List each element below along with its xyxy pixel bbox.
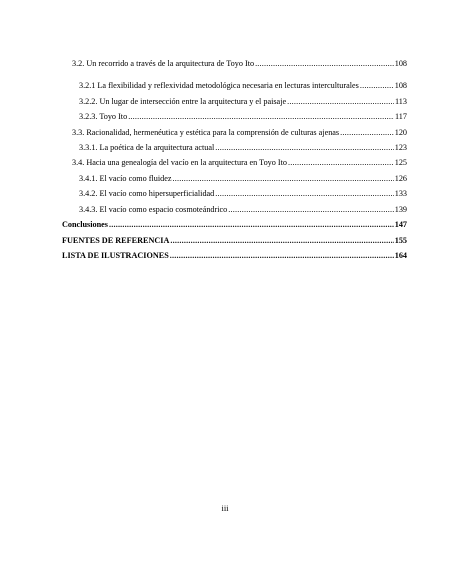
toc-entry[interactable] xyxy=(62,249,407,261)
toc-entry-label: 3.4.1. El vacío como fluidez xyxy=(79,174,172,183)
dot-leader xyxy=(360,81,394,91)
dot-leader xyxy=(173,174,394,184)
toc-entry-label: 3.4.3. El vacío como espacio cosmoteándrico xyxy=(79,205,228,214)
toc-entry[interactable] xyxy=(72,156,407,168)
toc-entry[interactable] xyxy=(79,110,407,122)
toc-entry-label: 3.2. Un recorrido a través de la arquitectura de Toyo Ito xyxy=(72,59,255,68)
dot-leader xyxy=(288,158,394,168)
dot-leader xyxy=(170,236,393,246)
toc-entry[interactable] xyxy=(79,95,407,107)
toc-entry-label: 3.2.2. Un lugar de intersección entre la arquitectura y el paisaje xyxy=(79,97,287,106)
toc-entry-page: 123 xyxy=(394,143,407,152)
dot-leader xyxy=(287,97,394,107)
toc-entry[interactable] xyxy=(62,234,407,246)
toc-entry-page: 125 xyxy=(394,158,407,167)
toc-entry-label: Conclusiones xyxy=(62,220,108,229)
toc-entry-page: 155 xyxy=(394,236,407,245)
toc-entry[interactable] xyxy=(79,141,407,153)
toc-entry-page: 126 xyxy=(394,174,407,183)
toc-entry-page: 147 xyxy=(394,220,407,229)
toc-entry-page: 120 xyxy=(394,128,407,137)
page-number: iii xyxy=(221,503,229,513)
dot-leader xyxy=(255,59,394,69)
toc-entry-page: 164 xyxy=(394,251,407,260)
toc-entry-label: FUENTES DE REFERENCIA xyxy=(62,236,170,245)
toc-entry[interactable] xyxy=(72,57,407,69)
toc-entry-label: 3.2.3. Toyo Ito xyxy=(79,112,128,121)
toc-entry[interactable] xyxy=(79,79,407,91)
dot-leader xyxy=(215,143,393,153)
dot-leader xyxy=(228,205,393,215)
toc-entry-label: 3.3. Racionalidad, hermenéutica y estética para la comprensión de culturas ajenas xyxy=(72,128,340,137)
toc-entry[interactable] xyxy=(62,218,407,230)
toc-entry-label: 3.2.1 La flexibilidad y reflexividad metodológica necesaria en lecturas interculturales xyxy=(79,81,359,90)
toc-entry-label: 3.3.1. La poética de la arquitectura actual xyxy=(79,143,215,152)
toc-entry-label: 3.4.2. El vacío como hipersuperficialidad xyxy=(79,189,215,198)
toc-entry-page: 108 xyxy=(394,81,407,90)
toc-entry-label: LISTA DE ILUSTRACIONES xyxy=(62,251,169,260)
toc-entry-label: 3.4. Hacia una genealogía del vacío en la arquitectura en Toyo Ito xyxy=(72,158,288,167)
toc-entry[interactable] xyxy=(79,203,407,215)
toc-entry-page: 117 xyxy=(395,112,407,121)
dot-leader xyxy=(215,189,393,199)
toc-entry[interactable] xyxy=(79,172,407,184)
toc-entry-page: 133 xyxy=(394,189,407,198)
toc-entry-page: 139 xyxy=(394,205,407,214)
dot-leader xyxy=(340,128,394,138)
toc-entry-page: 113 xyxy=(395,97,407,106)
toc-entry[interactable] xyxy=(79,187,407,199)
dot-leader xyxy=(170,251,394,261)
dot-leader xyxy=(128,112,394,122)
toc-entry[interactable] xyxy=(72,126,407,138)
dot-leader xyxy=(109,220,394,230)
toc-entry-page: 108 xyxy=(394,59,407,68)
